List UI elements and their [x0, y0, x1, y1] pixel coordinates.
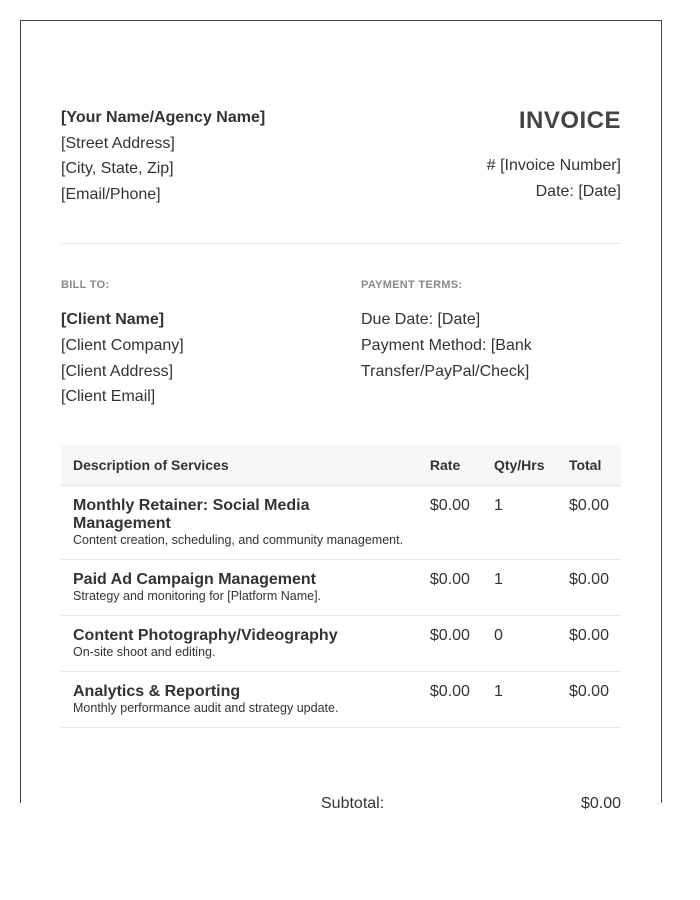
table-row [61, 560, 621, 616]
service-description: Monthly performance audit and strategy update. [73, 701, 339, 715]
service-description: Strategy and monitoring for [Platform Name]. [73, 589, 322, 603]
table-header-row [61, 445, 621, 486]
payment-method-line2: Transfer/PayPal/Check] [361, 362, 530, 380]
service-total: $0.00 [557, 560, 621, 616]
service-qty: 1 [482, 560, 557, 616]
table-row [61, 672, 621, 728]
service-cell [61, 560, 418, 616]
header-description: Description of Services [61, 445, 418, 486]
service-qty: 1 [482, 672, 557, 728]
table-row [61, 616, 621, 672]
header-rate: Rate [418, 445, 482, 486]
header-total: Total [557, 445, 621, 486]
invoice-title: INVOICE [518, 107, 621, 134]
table-row [61, 486, 621, 560]
sender-street: [Street Address] [61, 134, 175, 152]
service-description: On-site shoot and editing. [73, 645, 216, 659]
invoice-date: Date: [Date] [535, 183, 621, 200]
payment-terms-section [361, 279, 621, 384]
service-title: Analytics & Reporting [73, 683, 241, 700]
services-table [61, 445, 621, 728]
service-title: Paid Ad Campaign Management [73, 571, 316, 588]
payment-method-line1: Payment Method: [Bank [361, 336, 532, 354]
service-cell [61, 672, 418, 728]
service-description: Content creation, scheduling, and community management. [73, 533, 404, 547]
service-qty: 1 [482, 486, 557, 560]
bill-to-section [61, 279, 341, 410]
invoice-header [487, 107, 621, 205]
subtotal-value: $0.00 [580, 795, 621, 812]
service-cell [61, 616, 418, 672]
service-total: $0.00 [557, 672, 621, 728]
invoice-page [20, 20, 662, 812]
sender-contact: [Email/Phone] [61, 185, 161, 203]
service-rate: $0.00 [418, 560, 482, 616]
sender-city: [City, State, Zip] [61, 160, 174, 177]
service-total: $0.00 [557, 616, 621, 672]
service-rate: $0.00 [418, 672, 482, 728]
bill-to-label: BILL TO: [61, 279, 110, 291]
service-qty: 0 [482, 616, 557, 672]
subtotal-row [61, 795, 621, 815]
subtotal-label: Subtotal: [321, 795, 385, 812]
service-title: Monthly Retainer: Social Media Management [73, 497, 310, 532]
service-cell [61, 486, 418, 560]
service-rate: $0.00 [418, 616, 482, 672]
sender-name: [Your Name/Agency Name] [61, 109, 266, 126]
payment-due-date: Due Date: [Date] [361, 311, 481, 328]
header-divider [61, 243, 621, 244]
client-company: [Client Company] [61, 336, 184, 354]
service-title: Content Photography/Videography [73, 627, 338, 644]
invoice-number: # [Invoice Number] [486, 157, 621, 174]
header-qty: Qty/Hrs [482, 445, 557, 486]
sender-info [61, 105, 265, 207]
payment-terms-label: PAYMENT TERMS: [361, 279, 463, 291]
client-address: [Client Address] [61, 362, 174, 380]
client-email: [Client Email] [61, 388, 156, 406]
service-rate: $0.00 [418, 486, 482, 560]
client-name: [Client Name] [61, 311, 165, 328]
service-total: $0.00 [557, 486, 621, 560]
